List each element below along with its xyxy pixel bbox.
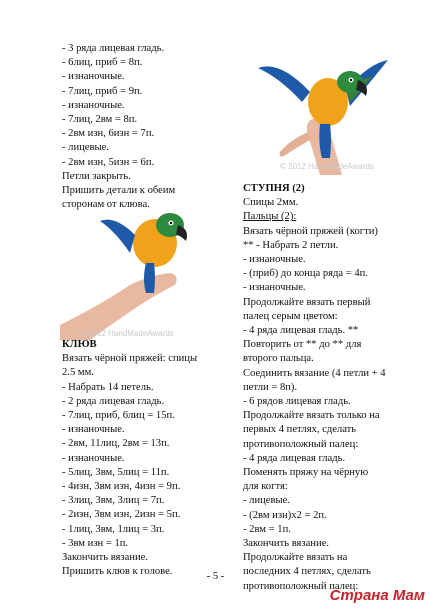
text-line: - изнаночные. [243,282,306,294]
text-line: - 3лиц, 3вм, 3лиц = 7п. [62,495,165,507]
text-line: Петли закрыть. [62,170,131,182]
text-line: - 4 ряда лицевая гладь. [243,452,346,464]
text-line: - 4 ряда лицевая гладь. ** [243,325,359,337]
text-line: - Набрать 14 петель. [62,381,154,393]
text-line: - 1лиц, 3вм, 1лиц = 3п. [62,523,165,535]
text-line: - лицевые. [243,495,290,507]
text-line: Соединить вязание (4 петли + 4 [243,367,386,379]
photo-watermark-top: © 2012 HandMadeAwards [280,162,374,171]
text-line: - 3вм изн = 1п. [62,537,129,549]
text-line: - 6 рядов лицевая гладь. [243,396,351,408]
text-line: - изнаночные. [62,99,125,111]
text-line: Продолжайте вязать только на [243,410,380,422]
text-line: противоположный палец: [243,580,359,592]
text-line: - лицевые. [62,142,109,154]
text-line: Вязать чёрной пряжей (когти) [243,225,378,237]
needles-line: Спицы 2мм. [243,197,299,209]
text-line: - 7лиц, 2вм = 8п. [62,114,138,126]
text-line: петли = 8п). [243,381,298,393]
text-line: - (2вм изн)x2 = 2п. [243,509,327,521]
text-line: Закончить вязание. [62,552,149,564]
text-line: первых 4 петлях, сделать [243,424,357,436]
text-line: - (приб) до конца ряда = 4п. [243,268,368,280]
text-line: - изнаночные. [243,254,306,266]
parrot-photo-middle [60,195,235,340]
photo-watermark-middle: © 2012 HandMadeAwards [80,329,174,338]
text-line: - 3 ряда лицевая гладь. [62,43,165,54]
feet-section [243,182,403,594]
text-line: Повторить от ** до ** для [243,339,362,351]
text-line: Поменять пряжу на чёрную [243,467,369,479]
text-line: - 4изн, 3вм изн, 4изн = 9п. [62,481,181,493]
text-line: Закончить вязание. [243,538,330,550]
text-line: ** - Набрать 2 петли. [243,239,339,251]
text-line: второго пальца. [243,353,314,365]
text-line: для когтя: [243,481,288,493]
text-line: Пришить клюв к голове. [62,566,173,578]
beak-section [62,338,237,579]
text-line: - 2изн, 3вм изн, 2изн = 5п. [62,509,181,521]
text-line: - 2вм изн, 5изн = 6п. [62,156,155,168]
text-line: Пришить детали к обеим [62,185,176,197]
parrot-hand-illustration [250,40,390,175]
text-line: - 5лиц, 3вм, 5лиц = 11п. [62,466,170,478]
text-line: - 2вм, 11лиц, 2вм = 13п. [62,438,170,450]
text-line: Продолжайте вязать на [243,552,348,564]
page-number: - 5 - [206,571,225,582]
text-line: - 2 ряда лицевая гладь. [62,395,165,407]
text-line: Вязать чёрной пряжей: спицы [62,353,198,365]
text-line: последних 4 петлях, сделать [243,566,371,578]
text-line: противоположный палец: [243,438,359,450]
toes-heading: Пальцы (2): [243,211,297,223]
text-line: палец серым цветом: [243,310,338,322]
beak-instructions [62,352,237,579]
text-line: - изнаночные. [62,424,125,436]
text-line: - 2вм изн, 6изн = 7п. [62,128,155,140]
parrot-photo-top [250,40,390,175]
site-logo: Страна Мам [329,587,425,604]
text-line: Продолжайте вязать первый [243,296,371,308]
left-top-text [62,42,232,212]
text-line: - 2вм = 1п. [243,523,291,535]
text-line: - 6лиц, приб = 8п. [62,57,143,69]
text-line: сторонам от клюва. [62,199,150,211]
feet-heading: СТУПНЯ (2) [243,183,305,194]
text-line: - изнаночные. [62,71,125,83]
parrot-arm-illustration [60,195,235,340]
text-line: - изнаночные. [62,452,125,464]
feet-instructions [243,225,403,594]
beak-heading: КЛЮВ [62,339,97,350]
text-line: 2.5 мм. [62,367,94,379]
text-line: - 7лиц, приб = 9п. [62,85,143,97]
text-line: - 7лиц, приб, 6лиц = 15п. [62,410,175,422]
